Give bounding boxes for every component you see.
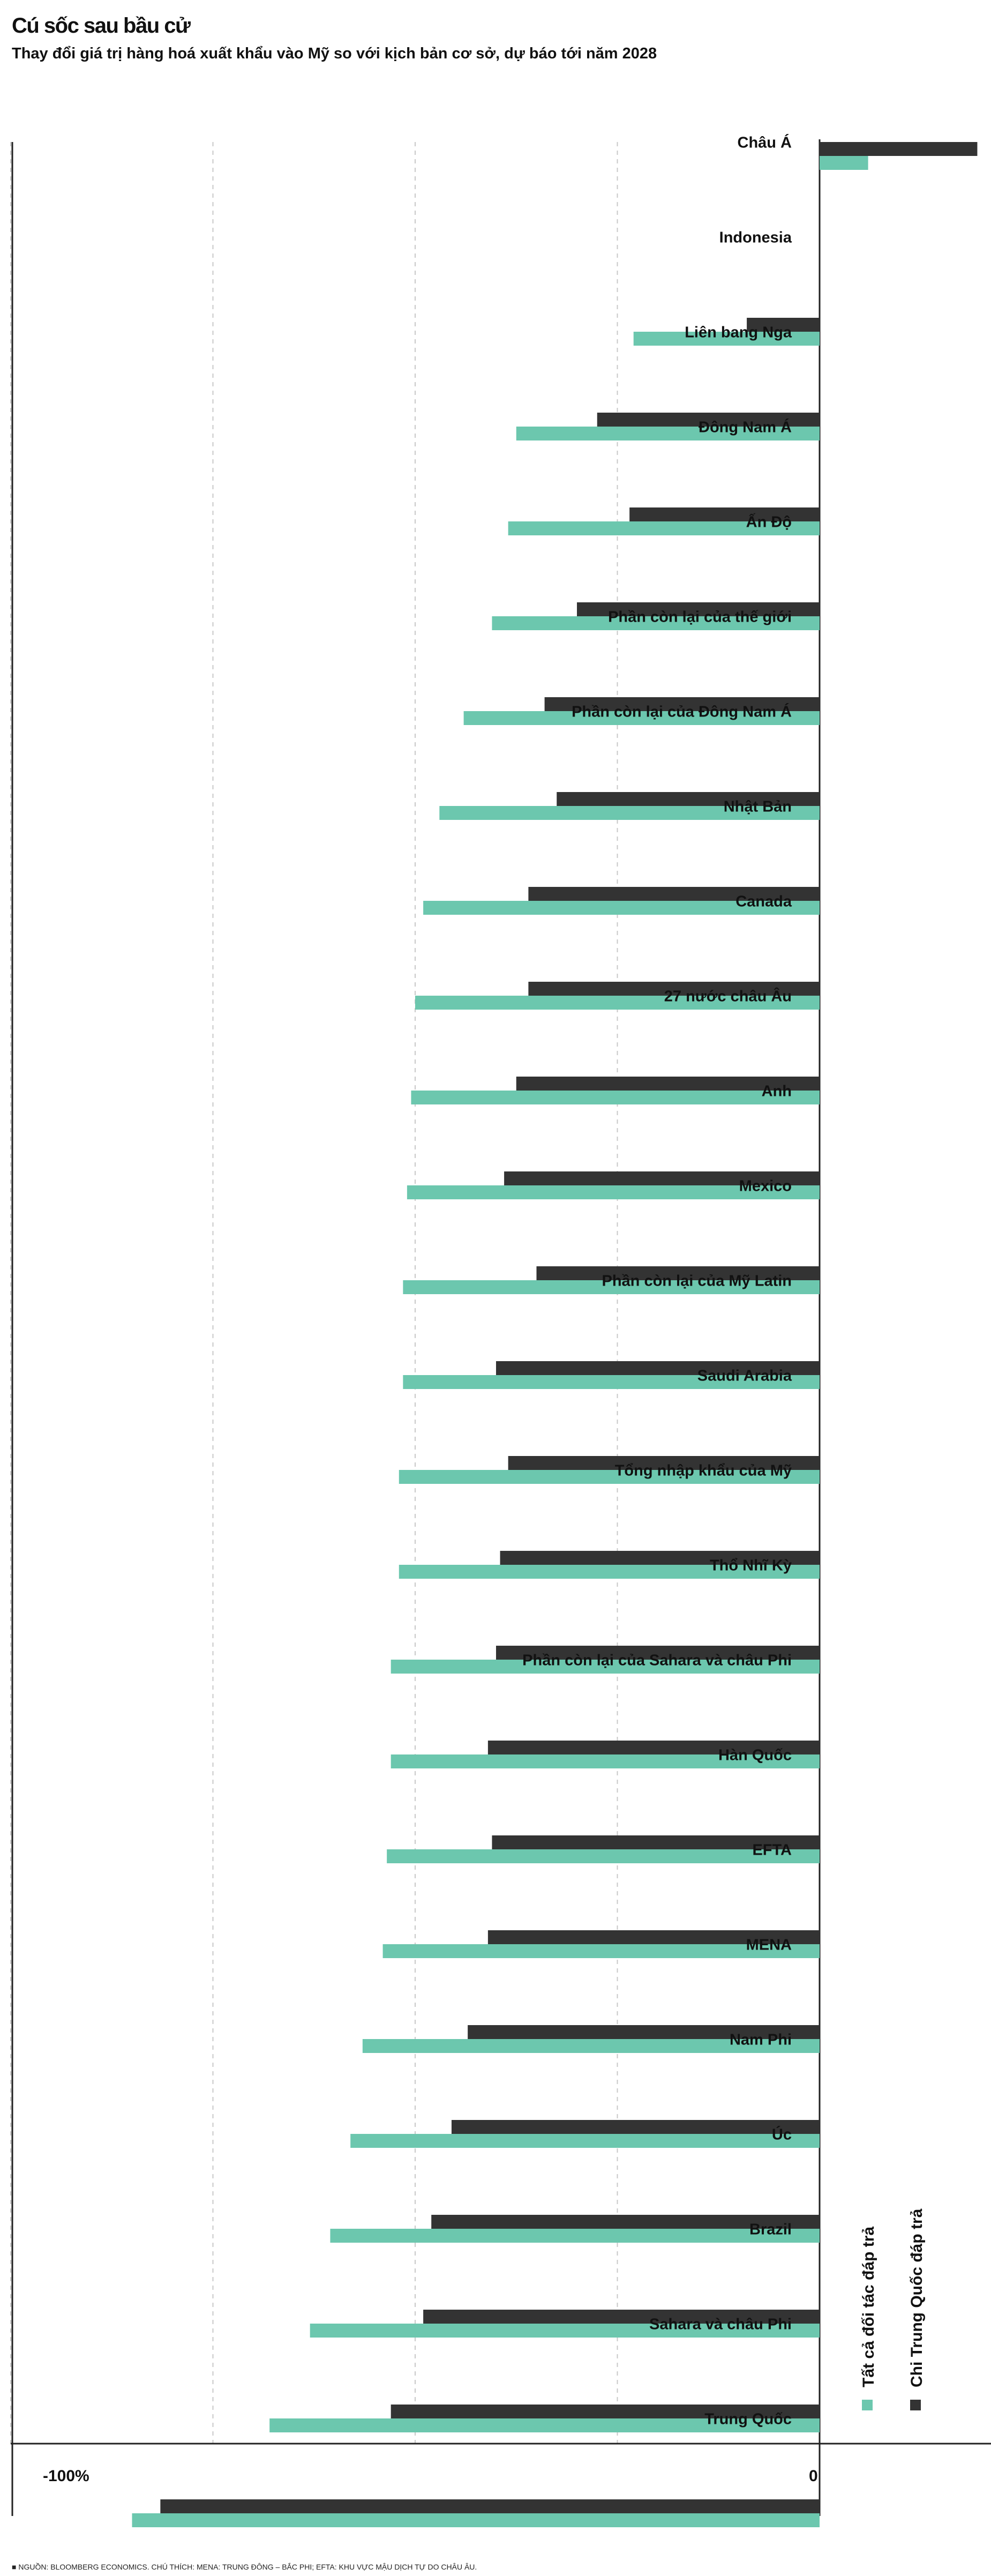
category-label: Phần còn lại của Mỹ Latin bbox=[602, 1272, 792, 1290]
source-footnote: ■ NGUỒN: BLOOMBERG ECONOMICS. CHÚ THÍCH: MENA: TRUNG ĐÔNG – BẮC PHI; EFTA: KHU VỰC MẬU DỊCH TỰ DO CHÂU ÂU. bbox=[12, 2563, 477, 2571]
category-label: Indonesia bbox=[719, 229, 792, 247]
category-label: Thổ Nhĩ Kỳ bbox=[709, 1557, 792, 1574]
category-label: Phần còn lại của Sahara và châu Phi bbox=[522, 1652, 792, 1669]
bar-all-partners bbox=[350, 2134, 820, 2148]
bar-all-partners bbox=[330, 2229, 820, 2243]
legend-swatch-china-only bbox=[910, 2400, 921, 2410]
bar-all-partners bbox=[132, 2513, 820, 2527]
chart-subtitle: Thay đổi giá trị hàng hoá xuất khẩu vào Mỹ so với kịch bản cơ sở, dự báo tới năm 2028 bbox=[12, 45, 657, 62]
legend-label-china-only: Chi Trung Quốc đáp trả bbox=[908, 2208, 926, 2387]
chart-title: Cú sốc sau bầu cử bbox=[12, 14, 190, 38]
category-label: Sahara và châu Phi bbox=[649, 2316, 792, 2333]
x-tick-label-4: 0 bbox=[809, 2467, 818, 2485]
category-label: Ấn Độ bbox=[746, 513, 792, 531]
category-label: Tổng nhập khẩu của Mỹ bbox=[614, 1462, 792, 1480]
bar-all-partners bbox=[411, 1091, 820, 1104]
category-label: MENA bbox=[746, 1936, 792, 1954]
category-label: Trung Quốc bbox=[704, 2410, 792, 2428]
legend-label-all-partners: Tất cả đối tác đáp trả bbox=[860, 2226, 877, 2387]
category-label: Brazil bbox=[749, 2221, 792, 2238]
category-label: Nam Phi bbox=[729, 2031, 792, 2049]
category-label: Hàn Quốc bbox=[718, 1746, 792, 1764]
legend-swatch-all-partners bbox=[862, 2400, 873, 2410]
category-label: Liên bang Nga bbox=[685, 324, 792, 341]
category-label: Mexico bbox=[739, 1177, 792, 1195]
x-tick-label-0: -100% bbox=[43, 2467, 89, 2485]
category-label: Châu Á bbox=[737, 134, 792, 152]
category-label: Nhật Bản bbox=[723, 798, 792, 816]
bar-china-only bbox=[452, 2120, 820, 2134]
bar-china-only bbox=[160, 2499, 820, 2513]
category-label: Phần còn lại của Đông Nam Á bbox=[572, 703, 792, 721]
category-label: 27 nước châu Âu bbox=[664, 988, 792, 1005]
category-label: Phần còn lại của thế giới bbox=[608, 608, 792, 626]
category-label: Úc bbox=[771, 2126, 792, 2144]
category-label: Đông Nam Á bbox=[699, 419, 792, 436]
bar-china-only bbox=[820, 142, 977, 156]
bar-all-partners bbox=[820, 156, 868, 170]
category-label: Canada bbox=[735, 893, 792, 910]
category-label: Saudi Arabia bbox=[697, 1367, 792, 1385]
category-label: EFTA bbox=[752, 1841, 792, 1859]
category-label: Anh bbox=[761, 1082, 792, 1100]
